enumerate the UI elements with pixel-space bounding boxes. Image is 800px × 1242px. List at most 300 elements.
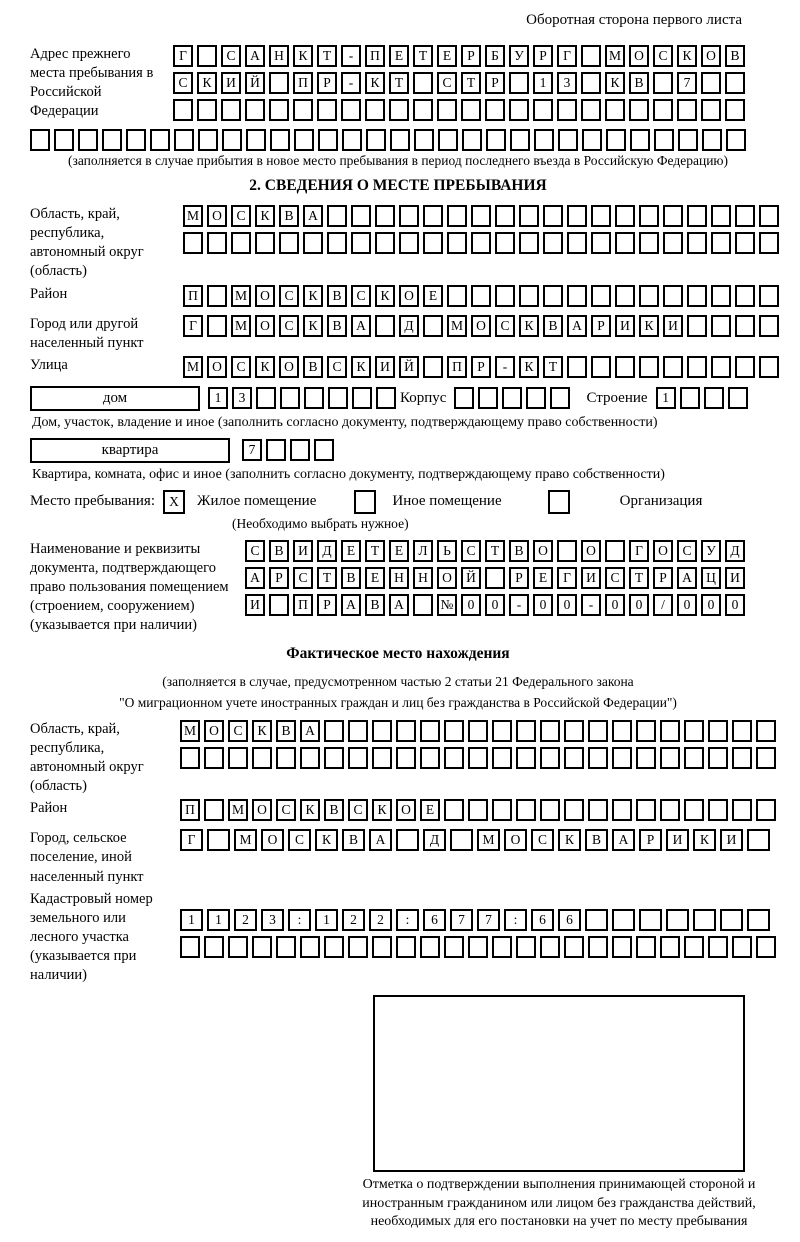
char-cell[interactable] <box>399 205 419 227</box>
char-cell[interactable]: К <box>677 45 697 67</box>
char-cell[interactable] <box>450 829 473 851</box>
char-cell[interactable] <box>485 99 505 121</box>
char-cell[interactable]: Д <box>423 829 446 851</box>
char-cell[interactable] <box>558 129 578 151</box>
char-cell[interactable] <box>687 232 707 254</box>
char-cell[interactable] <box>245 99 265 121</box>
char-cell[interactable] <box>684 799 704 821</box>
char-cell[interactable]: И <box>221 72 241 94</box>
char-cell[interactable] <box>636 936 656 958</box>
char-cell[interactable]: О <box>255 285 275 307</box>
char-cell[interactable]: К <box>605 72 625 94</box>
char-cell[interactable] <box>687 205 707 227</box>
char-cell[interactable]: А <box>303 205 323 227</box>
char-cell[interactable] <box>279 232 299 254</box>
char-cell[interactable]: О <box>255 315 275 337</box>
char-cell[interactable]: М <box>447 315 467 337</box>
char-cell[interactable]: 0 <box>533 594 553 616</box>
char-cell[interactable] <box>684 747 704 769</box>
char-cell[interactable]: С <box>653 45 673 67</box>
char-cell[interactable]: П <box>180 799 200 821</box>
char-cell[interactable] <box>276 747 296 769</box>
char-cell[interactable] <box>756 747 776 769</box>
char-cell[interactable] <box>198 129 218 151</box>
char-cell[interactable]: Г <box>183 315 203 337</box>
char-cell[interactable]: № <box>437 594 457 616</box>
char-cell[interactable]: М <box>183 356 203 378</box>
char-cell[interactable] <box>543 205 563 227</box>
char-cell[interactable] <box>550 387 570 409</box>
char-cell[interactable]: К <box>315 829 338 851</box>
char-cell[interactable] <box>615 232 635 254</box>
char-cell[interactable] <box>701 99 721 121</box>
char-cell[interactable]: 6 <box>531 909 554 931</box>
char-cell[interactable] <box>447 285 467 307</box>
char-cell[interactable]: С <box>279 285 299 307</box>
char-cell[interactable]: В <box>509 540 529 562</box>
char-cell[interactable] <box>684 936 704 958</box>
char-cell[interactable] <box>612 909 635 931</box>
char-cell[interactable] <box>636 799 656 821</box>
char-cell[interactable]: Р <box>653 567 673 589</box>
char-cell[interactable]: Г <box>180 829 203 851</box>
char-cell[interactable] <box>486 129 506 151</box>
organization-checkbox[interactable] <box>548 490 570 514</box>
char-cell[interactable] <box>352 387 372 409</box>
char-cell[interactable]: Й <box>245 72 265 94</box>
char-cell[interactable] <box>252 747 272 769</box>
char-cell[interactable]: А <box>245 45 265 67</box>
char-cell[interactable] <box>318 129 338 151</box>
char-cell[interactable] <box>639 285 659 307</box>
char-cell[interactable] <box>102 129 122 151</box>
char-cell[interactable] <box>606 129 626 151</box>
char-cell[interactable]: 0 <box>557 594 577 616</box>
char-cell[interactable] <box>413 72 433 94</box>
char-cell[interactable] <box>567 285 587 307</box>
char-cell[interactable]: С <box>327 356 347 378</box>
char-cell[interactable] <box>711 315 731 337</box>
char-cell[interactable]: С <box>531 829 554 851</box>
char-cell[interactable] <box>372 720 392 742</box>
char-cell[interactable]: А <box>300 720 320 742</box>
char-cell[interactable]: К <box>558 829 581 851</box>
char-cell[interactable] <box>711 285 731 307</box>
char-cell[interactable] <box>747 829 770 851</box>
char-cell[interactable]: О <box>701 45 721 67</box>
char-cell[interactable] <box>687 356 707 378</box>
char-cell[interactable] <box>348 747 368 769</box>
char-cell[interactable]: В <box>342 829 365 851</box>
char-cell[interactable] <box>366 129 386 151</box>
char-cell[interactable] <box>759 205 779 227</box>
char-cell[interactable]: К <box>519 356 539 378</box>
char-cell[interactable]: К <box>300 799 320 821</box>
char-cell[interactable] <box>519 205 539 227</box>
char-cell[interactable] <box>581 45 601 67</box>
char-cell[interactable]: 1 <box>208 387 228 409</box>
residential-checkbox[interactable]: X <box>163 490 185 514</box>
char-cell[interactable]: С <box>437 72 457 94</box>
char-cell[interactable] <box>557 540 577 562</box>
char-cell[interactable] <box>372 747 392 769</box>
char-cell[interactable] <box>126 129 146 151</box>
char-cell[interactable] <box>756 720 776 742</box>
char-cell[interactable] <box>207 285 227 307</box>
char-cell[interactable] <box>615 205 635 227</box>
char-cell[interactable] <box>591 205 611 227</box>
char-cell[interactable]: Р <box>639 829 662 851</box>
char-cell[interactable] <box>444 799 464 821</box>
char-cell[interactable] <box>485 567 505 589</box>
char-cell[interactable]: Б <box>485 45 505 67</box>
char-cell[interactable] <box>375 205 395 227</box>
char-cell[interactable]: 1 <box>533 72 553 94</box>
char-cell[interactable] <box>639 356 659 378</box>
char-cell[interactable] <box>591 285 611 307</box>
char-cell[interactable] <box>564 720 584 742</box>
char-cell[interactable] <box>735 285 755 307</box>
char-cell[interactable] <box>396 747 416 769</box>
char-cell[interactable]: С <box>677 540 697 562</box>
char-cell[interactable] <box>629 99 649 121</box>
char-cell[interactable]: С <box>279 315 299 337</box>
char-cell[interactable] <box>581 72 601 94</box>
char-cell[interactable] <box>304 387 324 409</box>
char-cell[interactable]: Т <box>317 567 337 589</box>
char-cell[interactable] <box>495 205 515 227</box>
char-cell[interactable] <box>732 936 752 958</box>
char-cell[interactable]: И <box>720 829 743 851</box>
char-cell[interactable] <box>376 387 396 409</box>
char-cell[interactable]: К <box>365 72 385 94</box>
char-cell[interactable] <box>396 829 419 851</box>
char-cell[interactable] <box>687 285 707 307</box>
char-cell[interactable] <box>348 720 368 742</box>
char-cell[interactable]: 0 <box>677 594 697 616</box>
char-cell[interactable] <box>444 747 464 769</box>
char-cell[interactable]: К <box>639 315 659 337</box>
char-cell[interactable] <box>197 45 217 67</box>
char-cell[interactable]: В <box>303 356 323 378</box>
char-cell[interactable]: 2 <box>234 909 257 931</box>
char-cell[interactable] <box>732 799 752 821</box>
char-cell[interactable]: 7 <box>242 439 262 461</box>
char-cell[interactable] <box>207 232 227 254</box>
char-cell[interactable] <box>605 540 625 562</box>
char-cell[interactable] <box>462 129 482 151</box>
char-cell[interactable] <box>228 936 248 958</box>
char-cell[interactable]: А <box>389 594 409 616</box>
char-cell[interactable]: П <box>365 45 385 67</box>
char-cell[interactable] <box>437 99 457 121</box>
char-cell[interactable] <box>327 205 347 227</box>
char-cell[interactable] <box>591 356 611 378</box>
char-cell[interactable]: П <box>183 285 203 307</box>
char-cell[interactable] <box>735 315 755 337</box>
char-cell[interactable] <box>447 232 467 254</box>
char-cell[interactable] <box>495 285 515 307</box>
char-cell[interactable] <box>492 799 512 821</box>
char-cell[interactable] <box>543 285 563 307</box>
char-cell[interactable]: А <box>612 829 635 851</box>
char-cell[interactable] <box>492 747 512 769</box>
char-cell[interactable] <box>314 439 334 461</box>
char-cell[interactable]: К <box>303 315 323 337</box>
char-cell[interactable] <box>677 99 697 121</box>
char-cell[interactable] <box>663 356 683 378</box>
char-cell[interactable] <box>414 129 434 151</box>
char-cell[interactable] <box>636 720 656 742</box>
char-cell[interactable] <box>420 720 440 742</box>
char-cell[interactable]: Т <box>461 72 481 94</box>
char-cell[interactable]: А <box>341 594 361 616</box>
char-cell[interactable]: С <box>605 567 625 589</box>
char-cell[interactable] <box>255 232 275 254</box>
char-cell[interactable] <box>615 285 635 307</box>
char-cell[interactable]: 7 <box>677 72 697 94</box>
char-cell[interactable] <box>732 720 752 742</box>
char-cell[interactable] <box>303 232 323 254</box>
char-cell[interactable] <box>300 936 320 958</box>
char-cell[interactable] <box>293 99 313 121</box>
char-cell[interactable]: Е <box>437 45 457 67</box>
char-cell[interactable] <box>582 129 602 151</box>
char-cell[interactable] <box>519 285 539 307</box>
char-cell[interactable] <box>567 232 587 254</box>
char-cell[interactable] <box>516 720 536 742</box>
char-cell[interactable]: К <box>375 285 395 307</box>
char-cell[interactable] <box>447 205 467 227</box>
char-cell[interactable] <box>468 747 488 769</box>
char-cell[interactable]: И <box>293 540 313 562</box>
char-cell[interactable]: О <box>261 829 284 851</box>
char-cell[interactable]: В <box>543 315 563 337</box>
char-cell[interactable]: А <box>677 567 697 589</box>
char-cell[interactable]: Т <box>413 45 433 67</box>
char-cell[interactable] <box>663 232 683 254</box>
char-cell[interactable] <box>510 129 530 151</box>
char-cell[interactable] <box>711 232 731 254</box>
char-cell[interactable]: К <box>255 205 275 227</box>
char-cell[interactable]: Е <box>341 540 361 562</box>
char-cell[interactable] <box>526 387 546 409</box>
char-cell[interactable] <box>231 232 251 254</box>
char-cell[interactable] <box>420 747 440 769</box>
char-cell[interactable] <box>756 799 776 821</box>
char-cell[interactable] <box>557 99 577 121</box>
char-cell[interactable] <box>585 909 608 931</box>
char-cell[interactable]: 2 <box>342 909 365 931</box>
char-cell[interactable]: 0 <box>701 594 721 616</box>
char-cell[interactable] <box>197 99 217 121</box>
char-cell[interactable] <box>324 720 344 742</box>
char-cell[interactable]: С <box>228 720 248 742</box>
char-cell[interactable] <box>280 387 300 409</box>
char-cell[interactable] <box>540 936 560 958</box>
char-cell[interactable] <box>372 936 392 958</box>
char-cell[interactable] <box>204 936 224 958</box>
char-cell[interactable] <box>747 909 770 931</box>
char-cell[interactable] <box>396 720 416 742</box>
char-cell[interactable] <box>375 232 395 254</box>
char-cell[interactable] <box>420 936 440 958</box>
char-cell[interactable]: Н <box>413 567 433 589</box>
char-cell[interactable] <box>471 285 491 307</box>
char-cell[interactable] <box>759 315 779 337</box>
char-cell[interactable]: Т <box>485 540 505 562</box>
char-cell[interactable] <box>519 232 539 254</box>
char-cell[interactable] <box>269 72 289 94</box>
char-cell[interactable]: Р <box>471 356 491 378</box>
char-cell[interactable]: : <box>288 909 311 931</box>
char-cell[interactable] <box>266 439 286 461</box>
char-cell[interactable] <box>708 747 728 769</box>
char-cell[interactable]: С <box>276 799 296 821</box>
char-cell[interactable] <box>588 720 608 742</box>
char-cell[interactable]: 3 <box>557 72 577 94</box>
char-cell[interactable]: О <box>279 356 299 378</box>
char-cell[interactable] <box>396 936 416 958</box>
char-cell[interactable]: П <box>293 72 313 94</box>
char-cell[interactable]: А <box>245 567 265 589</box>
char-cell[interactable]: - <box>581 594 601 616</box>
char-cell[interactable]: : <box>396 909 419 931</box>
char-cell[interactable]: К <box>372 799 392 821</box>
char-cell[interactable]: М <box>234 829 257 851</box>
char-cell[interactable]: Н <box>389 567 409 589</box>
char-cell[interactable] <box>630 129 650 151</box>
char-cell[interactable]: И <box>245 594 265 616</box>
char-cell[interactable]: Т <box>629 567 649 589</box>
char-cell[interactable]: Т <box>365 540 385 562</box>
char-cell[interactable] <box>702 129 722 151</box>
char-cell[interactable] <box>701 72 721 94</box>
char-cell[interactable]: М <box>231 285 251 307</box>
char-cell[interactable] <box>684 720 704 742</box>
char-cell[interactable]: С <box>351 285 371 307</box>
char-cell[interactable] <box>759 285 779 307</box>
char-cell[interactable] <box>221 99 241 121</box>
char-cell[interactable] <box>693 909 716 931</box>
char-cell[interactable] <box>174 129 194 151</box>
char-cell[interactable]: Р <box>485 72 505 94</box>
char-cell[interactable]: К <box>693 829 716 851</box>
char-cell[interactable]: М <box>605 45 625 67</box>
char-cell[interactable]: К <box>197 72 217 94</box>
char-cell[interactable]: Д <box>399 315 419 337</box>
char-cell[interactable] <box>612 936 632 958</box>
char-cell[interactable] <box>423 315 443 337</box>
char-cell[interactable] <box>591 232 611 254</box>
char-cell[interactable]: 6 <box>423 909 446 931</box>
char-cell[interactable] <box>735 232 755 254</box>
char-cell[interactable] <box>564 799 584 821</box>
char-cell[interactable] <box>725 99 745 121</box>
char-cell[interactable]: 6 <box>558 909 581 931</box>
char-cell[interactable]: С <box>495 315 515 337</box>
char-cell[interactable] <box>660 799 680 821</box>
char-cell[interactable]: Р <box>269 567 289 589</box>
char-cell[interactable] <box>269 99 289 121</box>
char-cell[interactable]: С <box>288 829 311 851</box>
char-cell[interactable]: О <box>399 285 419 307</box>
char-cell[interactable]: В <box>279 205 299 227</box>
char-cell[interactable] <box>663 205 683 227</box>
char-cell[interactable]: С <box>231 356 251 378</box>
char-cell[interactable] <box>509 99 529 121</box>
char-cell[interactable]: И <box>581 567 601 589</box>
char-cell[interactable]: А <box>567 315 587 337</box>
char-cell[interactable] <box>468 720 488 742</box>
char-cell[interactable] <box>300 747 320 769</box>
char-cell[interactable] <box>438 129 458 151</box>
char-cell[interactable]: Е <box>423 285 443 307</box>
char-cell[interactable]: О <box>396 799 416 821</box>
char-cell[interactable] <box>663 285 683 307</box>
char-cell[interactable] <box>351 232 371 254</box>
char-cell[interactable] <box>183 232 203 254</box>
char-cell[interactable] <box>756 936 776 958</box>
char-cell[interactable]: С <box>348 799 368 821</box>
char-cell[interactable]: Ц <box>701 567 721 589</box>
char-cell[interactable] <box>687 315 707 337</box>
char-cell[interactable]: В <box>725 45 745 67</box>
char-cell[interactable] <box>543 232 563 254</box>
char-cell[interactable] <box>588 747 608 769</box>
char-cell[interactable]: И <box>615 315 635 337</box>
char-cell[interactable]: Е <box>533 567 553 589</box>
char-cell[interactable]: К <box>351 356 371 378</box>
char-cell[interactable] <box>471 232 491 254</box>
char-cell[interactable] <box>290 439 310 461</box>
char-cell[interactable] <box>492 936 512 958</box>
char-cell[interactable] <box>534 129 554 151</box>
char-cell[interactable] <box>324 936 344 958</box>
char-cell[interactable]: Р <box>509 567 529 589</box>
char-cell[interactable]: В <box>629 72 649 94</box>
char-cell[interactable] <box>204 747 224 769</box>
char-cell[interactable] <box>567 356 587 378</box>
char-cell[interactable] <box>423 205 443 227</box>
char-cell[interactable]: - <box>509 594 529 616</box>
char-cell[interactable]: М <box>228 799 248 821</box>
char-cell[interactable]: Е <box>389 540 409 562</box>
char-cell[interactable]: О <box>653 540 673 562</box>
char-cell[interactable] <box>207 829 230 851</box>
char-cell[interactable] <box>612 720 632 742</box>
char-cell[interactable] <box>636 747 656 769</box>
char-cell[interactable]: 0 <box>605 594 625 616</box>
char-cell[interactable] <box>246 129 266 151</box>
char-cell[interactable]: О <box>437 567 457 589</box>
char-cell[interactable]: У <box>509 45 529 67</box>
char-cell[interactable]: Г <box>629 540 649 562</box>
char-cell[interactable]: В <box>585 829 608 851</box>
char-cell[interactable]: - <box>341 45 361 67</box>
char-cell[interactable] <box>478 387 498 409</box>
char-cell[interactable] <box>540 799 560 821</box>
char-cell[interactable]: М <box>180 720 200 742</box>
char-cell[interactable]: Л <box>413 540 433 562</box>
char-cell[interactable]: - <box>341 72 361 94</box>
char-cell[interactable]: / <box>653 594 673 616</box>
char-cell[interactable]: Р <box>461 45 481 67</box>
char-cell[interactable]: К <box>519 315 539 337</box>
char-cell[interactable]: 1 <box>656 387 676 409</box>
char-cell[interactable]: Й <box>461 567 481 589</box>
char-cell[interactable] <box>660 936 680 958</box>
